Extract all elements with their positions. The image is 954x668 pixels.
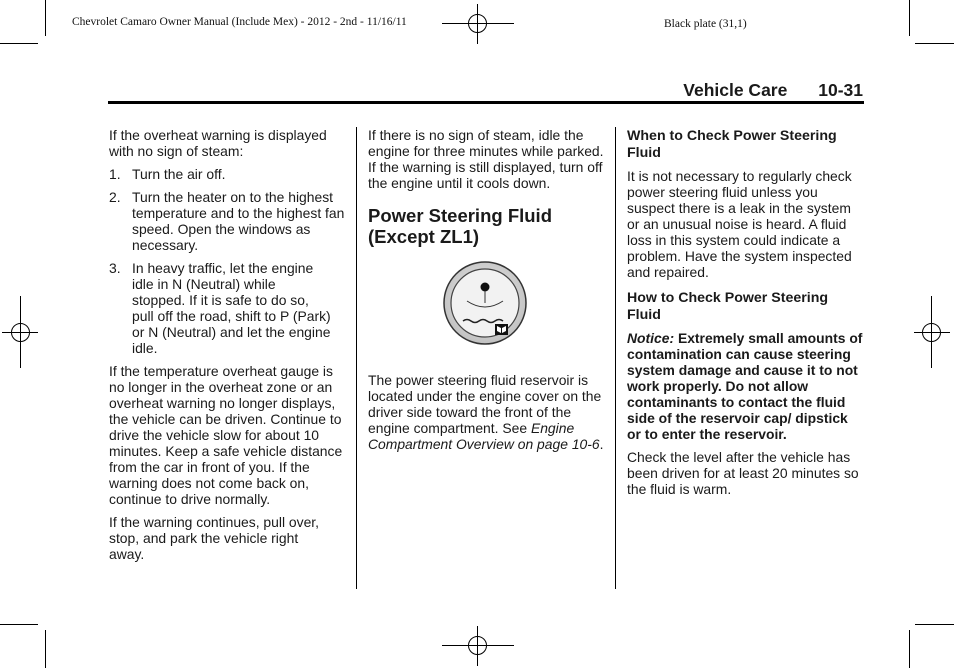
registration-mark-icon — [442, 626, 514, 666]
body-paragraph: If there is no sign of steam, idle the engine for three minutes while parked. If the warning is still displayed, turn off the engine until it cools down. — [368, 127, 604, 191]
crop-mark — [915, 624, 954, 625]
column-1 — [109, 127, 347, 569]
slug-left: Chevrolet Camaro Owner Manual (Include Mex) - 2012 - 2nd - 11/16/11 — [72, 16, 407, 28]
list-item — [109, 166, 347, 182]
body-paragraph: Check the level after the vehicle has been driven for at least 20 minutes so the fluid is warm. — [627, 449, 859, 497]
body-text: The power steering fluid reservoir is located under the engine cover on the driver side toward the front of the engine compartment. See — [368, 372, 602, 436]
step-text: Turn the air off. — [132, 166, 226, 182]
steps-list — [109, 166, 347, 356]
crop-mark — [909, 0, 910, 36]
section-heading: Power Steering Fluid (Except ZL1) — [368, 205, 552, 247]
step-number: 1. — [109, 166, 121, 182]
intro-paragraph: If the overheat warning is displayed with no sign of steam: — [109, 127, 327, 159]
column-2 — [368, 127, 604, 459]
header-rule — [108, 101, 864, 104]
page-number: 10-31 — [818, 80, 863, 100]
body-paragraph: It is not necessary to regularly check power steering fluid unless you suspect there is a leak in the system or an unusual noise is heard. A fluid loss in this system could indicate a problem. Have the system inspected and repaired. — [627, 168, 852, 280]
list-item — [109, 260, 347, 356]
registration-mark-icon — [2, 296, 38, 368]
crop-mark — [915, 43, 954, 44]
column-divider — [615, 127, 616, 589]
body-text: . — [599, 436, 604, 452]
crop-mark — [45, 0, 46, 36]
registration-mark-icon — [914, 296, 950, 368]
crop-mark — [45, 630, 46, 668]
notice-label: Notice: — [627, 330, 675, 346]
column-divider — [356, 127, 357, 589]
slug-right: Black plate (31,1) — [664, 18, 747, 30]
power-steering-fluid-cap-icon — [368, 261, 604, 361]
running-header — [683, 80, 863, 101]
crop-mark — [0, 624, 38, 625]
notice-paragraph — [627, 330, 864, 442]
registration-mark-icon — [442, 4, 514, 44]
body-paragraph: If the warning continues, pull over, stop, and park the vehicle right away. — [109, 514, 320, 562]
body-paragraph — [368, 372, 604, 452]
crop-mark — [0, 43, 38, 44]
body-paragraph: If the temperature overheat gauge is no longer in the overheat zone or an overheat warning no longer displays, the vehicle can be driven. Continue to drive the vehicle slow for about 10 minutes. Keep a safe vehicle distance from the car in front of you. If the warning does not come back on, continue to drive normally. — [109, 363, 343, 507]
step-text: Turn the heater on to the highest temperature and to the highest fan speed. Open the windows as necessary. — [132, 189, 345, 253]
column-3 — [627, 127, 864, 504]
crop-mark — [909, 630, 910, 668]
step-number: 2. — [109, 189, 121, 205]
cross-reference-link[interactable]: Engine Compartment Overview on page 10-6 — [368, 420, 600, 452]
notice-text: Extremely small amounts of contamination can cause steering system damage and cause it to not work properly. Do not allow contaminants to contact the fluid side of the reservoir cap/ dipstick or to enter the reservoir. — [627, 330, 863, 442]
subsection-heading: How to Check Power Steering Fluid — [627, 290, 829, 323]
step-number: 3. — [109, 260, 121, 276]
list-item — [109, 189, 347, 253]
subsection-heading: When to Check Power Steering Fluid — [627, 128, 837, 161]
section-title: Vehicle Care — [683, 80, 788, 100]
step-text: In heavy traffic, let the engine idle in N (Neutral) while stopped. If it is safe to do so, pull off the road, shift to P (Park) or N (Neutral) and let the engine idle. — [132, 260, 331, 356]
